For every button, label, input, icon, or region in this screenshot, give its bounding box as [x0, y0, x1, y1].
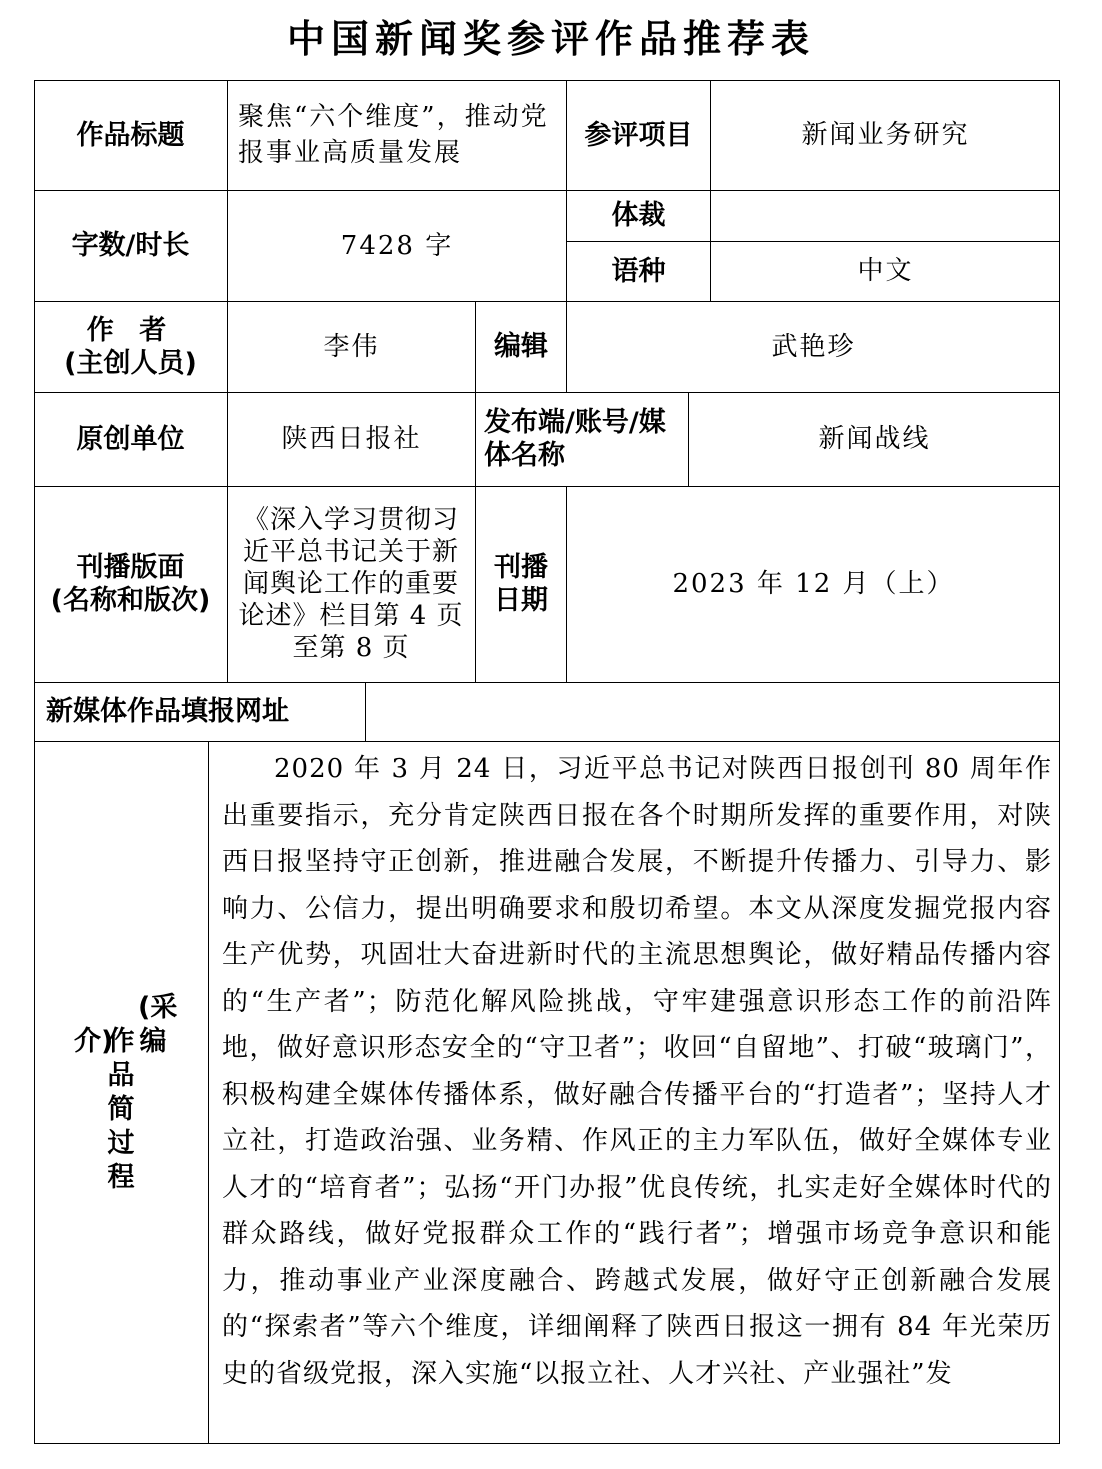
- genre-value: [711, 190, 1060, 241]
- author-label-line1: 作 者: [86, 314, 175, 346]
- process-label: [34, 741, 208, 1444]
- genre-label: 体裁: [611, 200, 666, 231]
- category-value: 新闻业务研究: [801, 120, 970, 150]
- document-title: 中国新闻奖参评作品推荐表: [286, 16, 815, 61]
- process-label-col1: (采编: [138, 991, 178, 1057]
- publisher-label: 发布端/账号/媒体名称: [484, 407, 666, 471]
- process-label-col3: 介): [74, 1025, 114, 1057]
- process-label-col2: 作品简过程: [107, 1025, 135, 1193]
- page-value: 《深入学习贯彻习近平总书记关于新闻舆论工作的重要论述》栏目第 4 页至第 8 页: [238, 505, 464, 663]
- author-value: 李伟: [323, 331, 380, 362]
- unit-value: 陕西日报社: [281, 424, 422, 454]
- date-value: 2023 年 12 月（上）: [672, 569, 955, 599]
- language-label: 语种: [611, 255, 666, 287]
- author-label: [34, 301, 227, 392]
- process-description: 2020 年 3 月 24 日，习近平总书记对陕西日报创刊 80 周年作出重要指示，充分肯定陕西日报在各个时期所发挥的重要作用，对陕西日报坚持守正创新，推进融合发展，不断提升传播力、引导力、影响力、公信力，提出明确要求和殷切希望。本文从深度发掘党报内容生产优势，巩固壮大奋进新时代的主流思想舆论，做好精品传播内容的“生产者”；防范化解风险挑战，守牢建强意识形态工作的前沿阵地，做好意识形态安全的“守卫者”；收回“自留地”、打破“玻璃门”，积极构建全媒体传播体系，做好融合传播平台的“打造者”；坚持人才立社，打造政治强、业务精、作风正的主力军队伍，做好全媒体专业人才的“培育者”；弘扬“开门办报”优良传统，扎实走好全媒体时代的群众路线，做好党报群众工作的“践行者”；增强市场竞争意识和能力，推动事业产业深度融合、跨越式发展，做好守正创新融合发展的“探索者”等六个维度，详细阐释了陕西日报这一拥有 84 年光荣历史的省级党报，深入实施“以报立社、人才兴社、产业强社”发: [222, 754, 1052, 1389]
- page-label-line1: 刊播版面: [76, 552, 185, 583]
- publisher-value: 新闻战线: [818, 424, 931, 454]
- date-label: 刊播日期: [494, 552, 548, 616]
- url-label: 新媒体作品填报网址: [46, 696, 289, 727]
- language-value: 中文: [857, 256, 914, 286]
- category-label: 参评项目: [584, 119, 693, 151]
- grid-line: [208, 741, 209, 1444]
- editor-label: 编辑: [494, 331, 548, 362]
- editor-value: 武艳珍: [771, 331, 856, 362]
- wordcount-label: 字数/时长: [71, 230, 190, 261]
- title-label: 作品标题: [76, 119, 185, 151]
- page-label: [34, 486, 227, 682]
- wordcount-value: 7428 字: [340, 230, 454, 261]
- page-label-line2: (名称和版次): [50, 585, 211, 616]
- url-value: [366, 682, 1060, 741]
- unit-label: 原创单位: [76, 423, 185, 455]
- title-value: 聚焦“六个维度”，推动党报事业高质量发展: [238, 102, 549, 168]
- author-label-line2: (主创人员): [64, 347, 197, 379]
